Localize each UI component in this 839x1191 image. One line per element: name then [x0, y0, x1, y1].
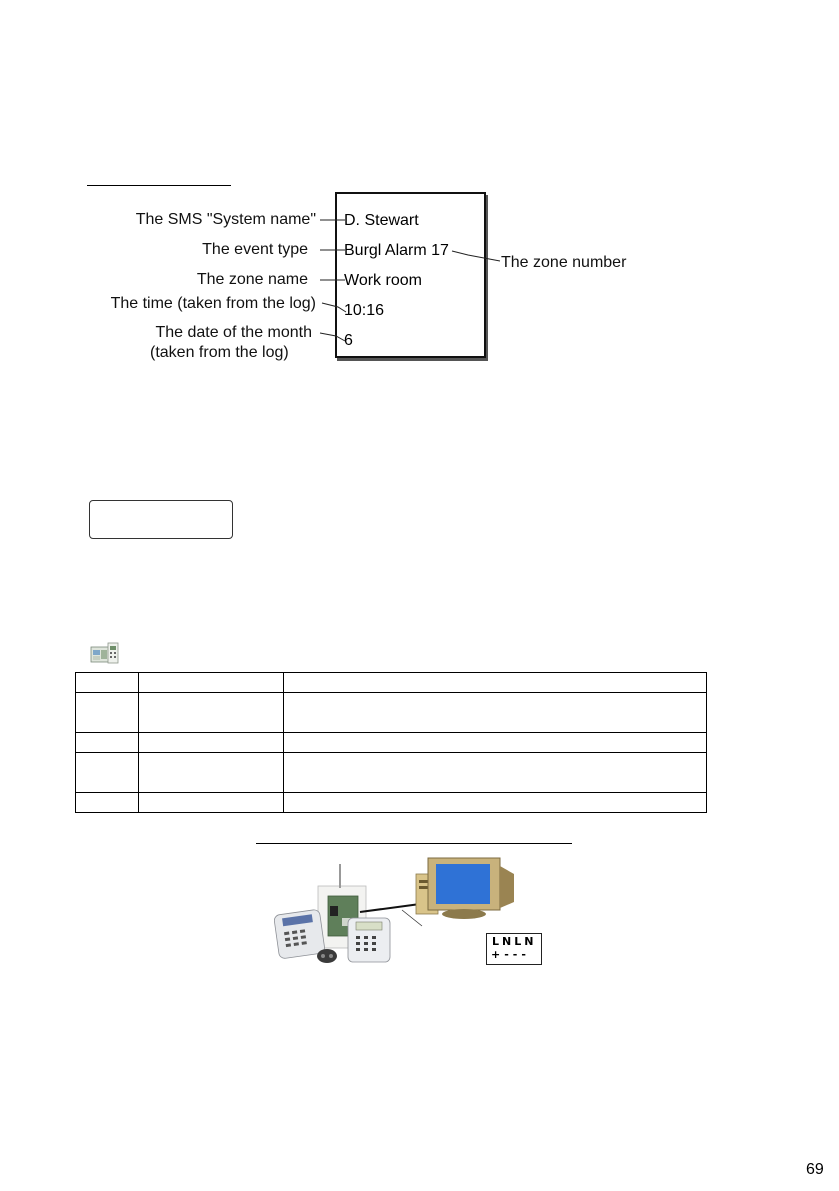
sms-event-type: Burgl Alarm 17	[344, 242, 449, 259]
table-cell	[139, 733, 284, 753]
table-cell	[76, 753, 139, 793]
table-cell	[139, 673, 284, 693]
sms-system-name: D. Stewart	[344, 212, 419, 229]
table-cell	[76, 673, 139, 693]
table-cell	[284, 693, 707, 733]
table-row	[76, 673, 707, 693]
page-number: 69	[806, 1161, 824, 1178]
terminal-bottom-labels: +---	[491, 948, 530, 961]
label-date-line2: (taken from the log)	[150, 344, 289, 361]
label-date-line1: The date of the month	[155, 324, 312, 341]
diagram-heading-underline	[256, 843, 572, 844]
table-cell	[76, 693, 139, 733]
table-row	[76, 753, 707, 793]
sms-time: 10:16	[344, 302, 385, 319]
terminal-block	[486, 933, 542, 965]
table-cell	[139, 793, 284, 813]
sms-date: 6	[344, 332, 353, 349]
label-zone-name: The zone name	[196, 271, 308, 288]
table-cell	[76, 733, 139, 753]
label-zone-number: The zone number	[501, 254, 627, 271]
table-row	[76, 793, 707, 813]
callout-leader-lines	[0, 0, 839, 400]
label-system-name: The SMS "System name"	[135, 211, 316, 228]
table-cell	[284, 673, 707, 693]
table-cell	[139, 753, 284, 793]
table-cell	[76, 793, 139, 813]
label-time: The time (taken from the log)	[110, 295, 316, 312]
table-cell	[284, 753, 707, 793]
table-row	[76, 693, 707, 733]
table-cell	[139, 693, 284, 733]
sms-zone-name: Work room	[344, 272, 422, 289]
key-box	[89, 500, 233, 539]
table-row	[76, 733, 707, 753]
table-cell	[284, 793, 707, 813]
control-panel-software-icon	[90, 641, 120, 665]
label-event-type: The event type	[202, 241, 308, 258]
terminal-top-labels: LNLN	[492, 935, 537, 948]
table-cell	[284, 733, 707, 753]
settings-table	[75, 672, 707, 813]
